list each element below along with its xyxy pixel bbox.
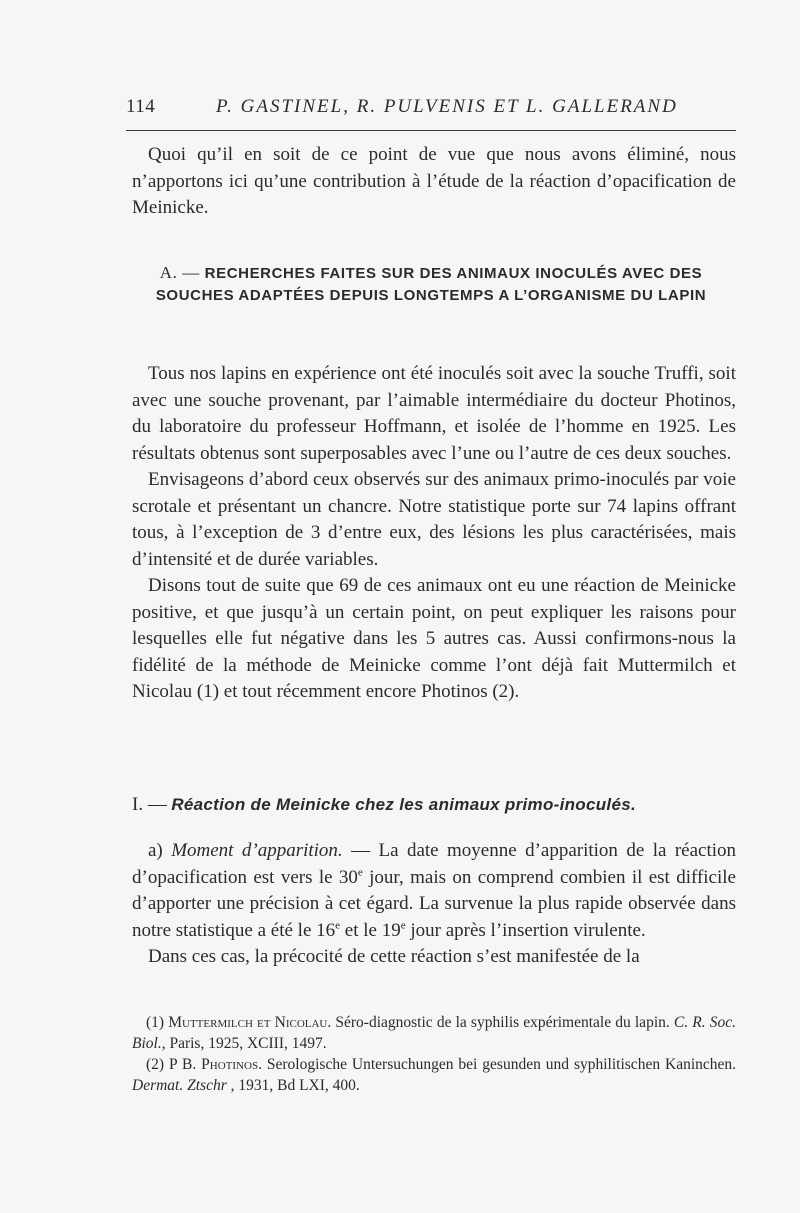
footnote-journal: C. R. Soc. Biol. (132, 1014, 736, 1052)
last-paragraph: Dans ces cas, la précocité de cette réaction s’est manifestée de la (148, 946, 640, 967)
sub-heading-number: I. — (132, 794, 167, 815)
footnote-ref: , 1931, Bd LXI, 400. (226, 1077, 360, 1094)
part-a-paragraph (132, 838, 736, 944)
footnote-1 (132, 1012, 736, 1054)
intro-block (132, 142, 736, 222)
part-a-text-2: jour, mais on comprend combien il est difficile d’apporter une précision à cet égard. La survenue la plus rapide observée dans notre statistique a été le 16 (132, 866, 736, 941)
paragraph: Disons tout de suite que 69 de ces animaux ont eu une réaction de Meinicke positive, et que jusqu’à un certain point, on peut expliquer les raisons pour lesquelles elle fut négative dans les 5 autres cas. Aussi confirmons-nous la fidélité de la méthode de Meinicke comme l’ont déjà fait Muttermilch et Nicolau (1) et tout récemment encore Photinos (2). (132, 575, 736, 702)
part-a-text-1: — La date moyenne d’apparition de la réaction d’opacification est vers le 30 (132, 840, 736, 888)
ordinal-suffix: e (357, 866, 363, 879)
footnote-mark: (2) (146, 1056, 165, 1073)
page-number: 114 (126, 96, 156, 117)
running-head (126, 96, 736, 122)
paragraph: Tous nos lapins en expérience ont été inoculés soit avec la souche Truffi, soit avec une souche provenant, par l’aimable intermédiaire du docteur Photinos, du laboratoire du professeur Hoffmann, et isolée de l’homme en 1925. Les résultats obtenus sont superposables avec l’une ou l’autre de ces deux souches. (132, 363, 736, 464)
footnote-journal: Dermat. Ztschr (132, 1077, 227, 1094)
part-a-label: a) (148, 840, 163, 861)
section-heading (126, 262, 736, 307)
header-rule (126, 130, 736, 131)
footnotes (132, 1012, 736, 1096)
sub-heading-title: Réaction de Meinicke chez les animaux primo-inoculés. (171, 795, 636, 814)
footnote-author: P B. Photinos. (169, 1056, 262, 1073)
footnote-ref: , Paris, 1925, XCIII, 1497. (161, 1035, 327, 1052)
footnote-2 (132, 1054, 736, 1096)
ordinal-suffix: e (400, 919, 406, 932)
footnote-text: Séro-diagnostic de la syphilis expérimentale du lapin. (331, 1014, 674, 1031)
footnote-text: Serologische Untersuchungen bei gesunden und syphilitischen Kaninchen. (261, 1056, 737, 1073)
sub-heading (132, 794, 736, 816)
running-head-authors: P. GASTINEL, R. PULVENIS ET L. GALLERAND (216, 96, 678, 117)
footnote-author: Muttermilch et Nicolau. (168, 1014, 332, 1031)
footnote-mark: (1) (146, 1014, 165, 1031)
main-text (132, 361, 736, 706)
paragraph: Envisageons d’abord ceux observés sur des animaux primo-inoculés par voie scrotale et présentant un chancre. Notre statistique porte sur 74 lapins offrant tous, à l’exception de 3 d’entre eux, des lésions les plus caractérisées, mais d’intensité et de durée variables. (132, 469, 736, 570)
section-heading-text: RECHERCHES FAITES SUR DES ANIMAUX INOCULÉS AVEC DES SOUCHES ADAPTÉES DEPUIS LONGTEMPS A L’ORGANISME DU LAPIN (155, 265, 707, 304)
intro-paragraph: Quoi qu’il en soit de ce point de vue que nous avons éliminé, nous n’apportons ici qu’une contribution à l’étude de la réaction d’opacification de Meinicke. (132, 144, 736, 218)
part-a-title: Moment d’apparition. (171, 840, 343, 861)
part-a-text (132, 838, 736, 971)
part-a-text-3: et le 19 (340, 919, 401, 941)
ordinal-suffix: e (335, 919, 341, 932)
section-heading-lead: A. — (159, 263, 200, 282)
part-a-text-4: jour après l’insertion virulente. (405, 919, 646, 941)
